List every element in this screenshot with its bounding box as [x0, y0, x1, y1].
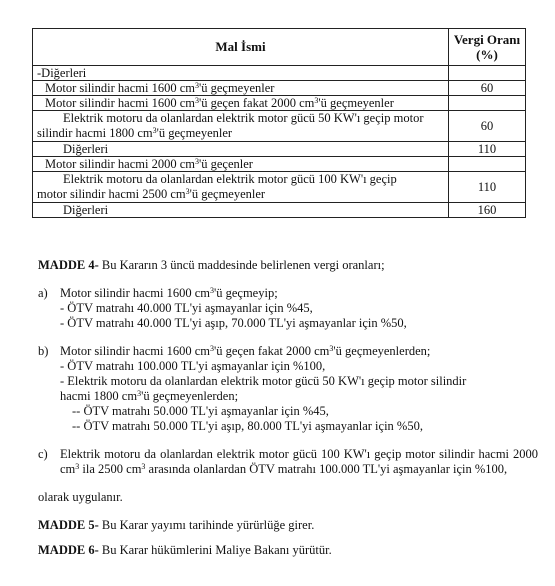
table-row	[33, 111, 526, 142]
table-row	[33, 66, 526, 81]
madde4-item-c: c) Elektrik motoru da olanlardan elektrik motor gücü 100 KW'ı geçip motor silindir hacmi 2000 $cm^3$ ila 2500 $cm^3$ arasında olanlardan ÖTV matrahı 100.000 TL'yi aşmayanlar için %100,	[38, 447, 538, 476]
madde6: MADDE 6- Bu Karar hükümlerini Maliye Bakanı yürütür.	[38, 543, 332, 557]
table-row	[33, 142, 526, 157]
table-header-row	[33, 29, 526, 66]
article-text	[38, 258, 538, 558]
madde5: MADDE 5- Bu Karar yayımı tarihinde yürürlüğe girer.	[38, 518, 315, 532]
row-name: Elektrik motoru da olanlardan elektrik motor gücü 100 KW'ı geçip motor silindir hacmi 2500 $cm^3'ü$ geçmeyenler	[33, 172, 449, 203]
row-rate: 110	[449, 142, 526, 157]
header-rate-line1: Vergi Oranı	[453, 32, 521, 47]
row-name: Elektrik motoru da olanlardan elektrik motor gücü 50 KW'ı geçip motor silindir hacmi 1800 $cm^3'ü$ geçmeyenler	[33, 111, 449, 142]
table-row	[33, 81, 526, 96]
row-name: -Diğerleri	[33, 66, 449, 81]
row-name: Motor silindir hacmi 1600 $cm^3'ü$ geçen fakat 2000 $cm^3'ü$ geçmeyenler	[33, 96, 449, 111]
row-rate	[449, 157, 526, 172]
table-row	[33, 203, 526, 218]
row-rate: 60	[449, 111, 526, 142]
row-rate	[449, 96, 526, 111]
row-rate	[449, 66, 526, 81]
row-rate: 110	[449, 172, 526, 203]
row-name: Motor silindir hacmi 2000 $cm^3'ü$ geçenler	[33, 157, 449, 172]
table-row	[33, 157, 526, 172]
row-name: Motor silindir hacmi 1600 $cm^3'ü$ geçmeyenler	[33, 81, 449, 96]
header-vergi-orani	[449, 29, 526, 66]
header-mal-ismi: Mal İsmi	[33, 29, 449, 66]
madde4-item-b: b) Motor silindir hacmi 1600 $cm^3'ü$ geçen fakat 2000 $cm^3'ü$ geçmeyenlerden; - ÖTV matrahı 100.000 TL'yi aşmayanlar için %100, - Elektrik motoru da olanlardan elektrik motor gücü 50 KW'ı geçip motor silindir hacmi 1800 $cm^3'ü$ geçmeyenlerden; -- ÖTV matrahı 50.000 TL'yi aşmayanlar için %45, -- ÖTV matrahı 50.000 TL'yi aşıp, 80.000 TL'yi aşmayanlar için %50,	[38, 344, 467, 433]
madde4-closing: olarak uygulanır.	[38, 490, 123, 504]
table-row	[33, 172, 526, 203]
header-rate-line2: (%)	[476, 47, 498, 62]
row-name: Diğerleri	[33, 142, 449, 157]
madde4-item-a: a) Motor silindir hacmi 1600 $cm^3'ü$ geçmeyip; - ÖTV matrahı 40.000 TL'yi aşmayanlar için %45, - ÖTV matrahı 40.000 TL'yi aşıp, 70.000 TL'yi aşmayanlar için %50,	[38, 286, 407, 330]
madde4-intro: MADDE 4- Bu Kararın 3 üncü maddesinde belirlenen vergi oranları;	[38, 258, 385, 272]
table-row	[33, 96, 526, 111]
tax-rate-table	[32, 28, 526, 218]
row-rate: 60	[449, 81, 526, 96]
row-name: Diğerleri	[33, 203, 449, 218]
row-rate: 160	[449, 203, 526, 218]
